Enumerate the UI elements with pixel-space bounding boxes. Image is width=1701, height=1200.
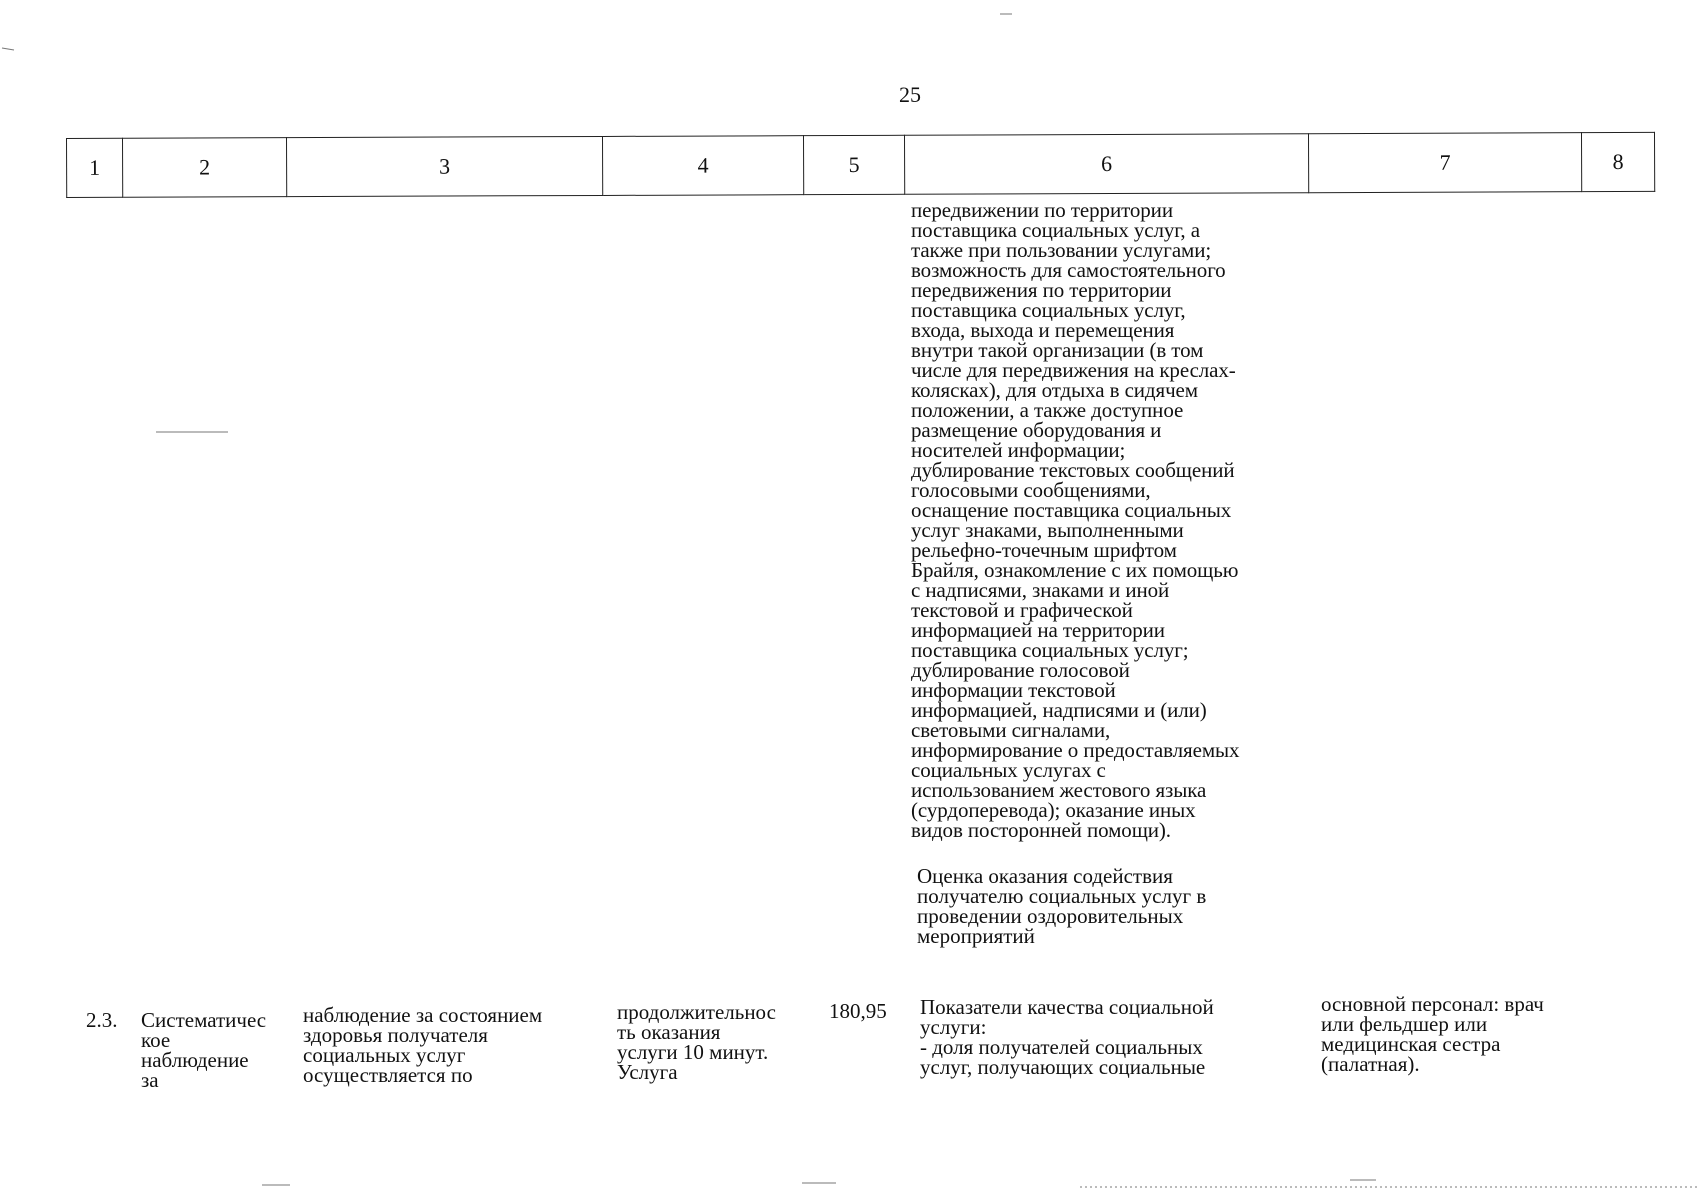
column-header-7: 7 bbox=[1308, 133, 1581, 193]
column-header-row bbox=[66, 132, 1655, 198]
service-cost: 180,95 bbox=[829, 999, 887, 1023]
column-header-2: 2 bbox=[123, 138, 287, 198]
column-header-1: 1 bbox=[67, 138, 123, 197]
column-header-3: 3 bbox=[287, 136, 603, 196]
evaluation-text: Оценка оказания содействия получателю социальных услуг в проведении оздоровительных мероприятий bbox=[917, 864, 1207, 948]
column-header-8: 8 bbox=[1581, 132, 1654, 191]
column-header-5: 5 bbox=[803, 135, 904, 194]
continued-cell-text: передвижении по территории поставщика социальных услуг, а также при пользовании услугами; возможность для самостоятельного передвижения по территории поставщика социальных услуг, входа, выхода и перемещения внутри такой организации (в том числе для передвижения на креслах- колясках), для отдыха в сидячем положении, а также доступное размещение оборудования и носителей информации; дублирование текстовых сообщений голосовыми сообщениями, оснащение поставщика социальных услуг знаками, выполненными рельефно-точечным шрифтом Брайля, ознакомление с их помощью с надписями, знаками и иной текстовой и графической информацией на территории поставщика социальных услуг; дублирование голосовой информации текстовой информацией, надписями и (или) световыми сигналами, информирование о предоставляемых социальных услугах с использованием жестового языка (сурдоперевода); оказание иных видов посторонней помощи). bbox=[911, 198, 1240, 842]
column-header-4: 4 bbox=[602, 136, 803, 196]
row-number: 2.3. bbox=[86, 1008, 118, 1032]
quality-indicators: Показатели качества социальной услуги: - доля получателей социальных услуг, получающих социальные bbox=[920, 995, 1214, 1079]
service-name: Систематичес кое наблюдение за bbox=[141, 1008, 267, 1092]
page-number: 25 bbox=[899, 82, 921, 107]
column-header-6: 6 bbox=[904, 134, 1308, 195]
service-duration: продолжительнос ть оказания услуги 10 минут. Услуга bbox=[617, 1000, 776, 1084]
service-description: наблюдение за состоянием здоровья получателя социальных услуг осуществляется по bbox=[303, 1003, 543, 1087]
staff-requirements: основной персонал: врач или фельдшер или медицинская сестра (палатная). bbox=[1321, 992, 1544, 1076]
